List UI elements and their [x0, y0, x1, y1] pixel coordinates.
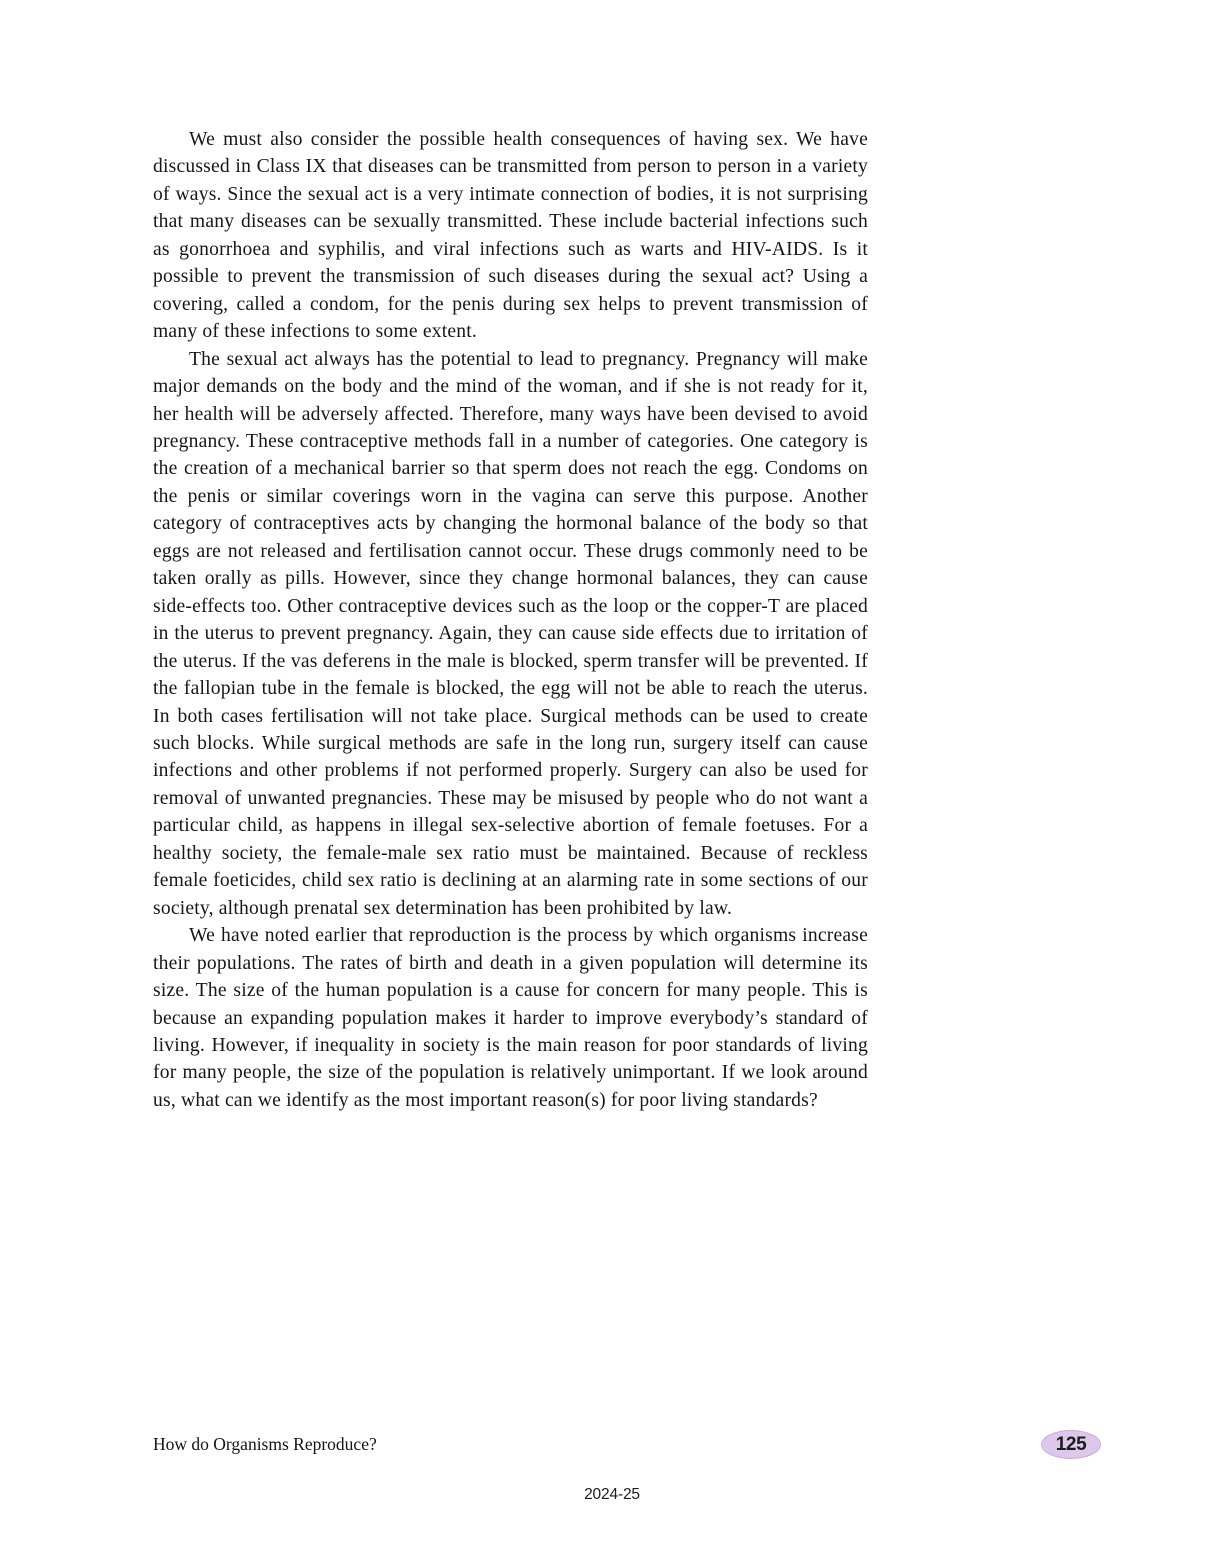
page-number-label: 125	[1055, 1434, 1087, 1455]
footer-chapter-title: How do Organisms Reproduce?	[153, 1434, 377, 1454]
page-footer	[153, 1430, 1101, 1462]
body-paragraph-3: We have noted earlier that reproduction is the process by which organisms increase their populations. The rates of birth and death in a given population will determine its size. The size of the human population is a cause for concern for many people. This is because an expanding population makes it harder to improve everybody’s standard of living. However, if inequality in society is the main reason for poor standards of living for many people, the size of the population is relatively unimportant. If we look around us, what can we identify as the most important reason(s) for poor living standards?	[153, 925, 868, 1111]
page-number-badge	[1041, 1430, 1101, 1459]
body-paragraph-1: We must also consider the possible health consequences of having sex. We have discussed in Class IX that diseases can be transmitted from person to person in a variety of ways. Since the sexual act is a very intimate connection of bodies, it is not surprising that many diseases can be sexually transmitted. These include bacterial infections such as gonorrhoea and syphilis, and viral infections such as warts and HIV-AIDS. Is it possible to prevent the transmission of such diseases during the sexual act? Using a covering, called a condom, for the penis during sex helps to prevent transmission of many of these infections to some extent.	[153, 129, 868, 343]
page-body-text	[153, 126, 868, 1114]
edition-year-mark: 2024-25	[584, 1486, 640, 1503]
body-paragraph-2: The sexual act always has the potential to lead to pregnancy. Pregnancy will make major demands on the body and the mind of the woman, and if she is not ready for it, her health will be adversely affected. Therefore, many ways have been devised to avoid pregnancy. These contraceptive methods fall in a number of categories. One category is the creation of a mechanical barrier so that sperm does not reach the egg. Condoms on the penis or similar coverings worn in the vagina can serve this purpose. Another category of contraceptives acts by changing the hormonal balance of the body so that eggs are not released and fertilisation cannot occur. These drugs commonly need to be taken orally as pills. However, since they change hormonal balances, they can cause side-effects too. Other contraceptive devices such as the loop or the copper-T are placed in the uterus to prevent pregnancy. Again, they can cause side effects due to irritation of the uterus. If the vas deferens in the male is blocked, sperm transfer will be prevented. If the fallopian tube in the female is blocked, the egg will not be able to reach the uterus. In both cases fertilisation will not take place. Surgical methods can be used to create such blocks. While surgical methods are safe in the long run, surgery itself can cause infections and other problems if not performed properly. Surgery can also be used for removal of unwanted pregnancies. These may be misused by people who do not want a particular child, as happens in illegal sex-selective abortion of female foetuses. For a healthy society, the female-male sex ratio must be maintained. Because of reckless female foeticides, child sex ratio is declining at an alarming rate in some sections of our society, although prenatal sex determination has been prohibited by law.	[153, 348, 868, 919]
